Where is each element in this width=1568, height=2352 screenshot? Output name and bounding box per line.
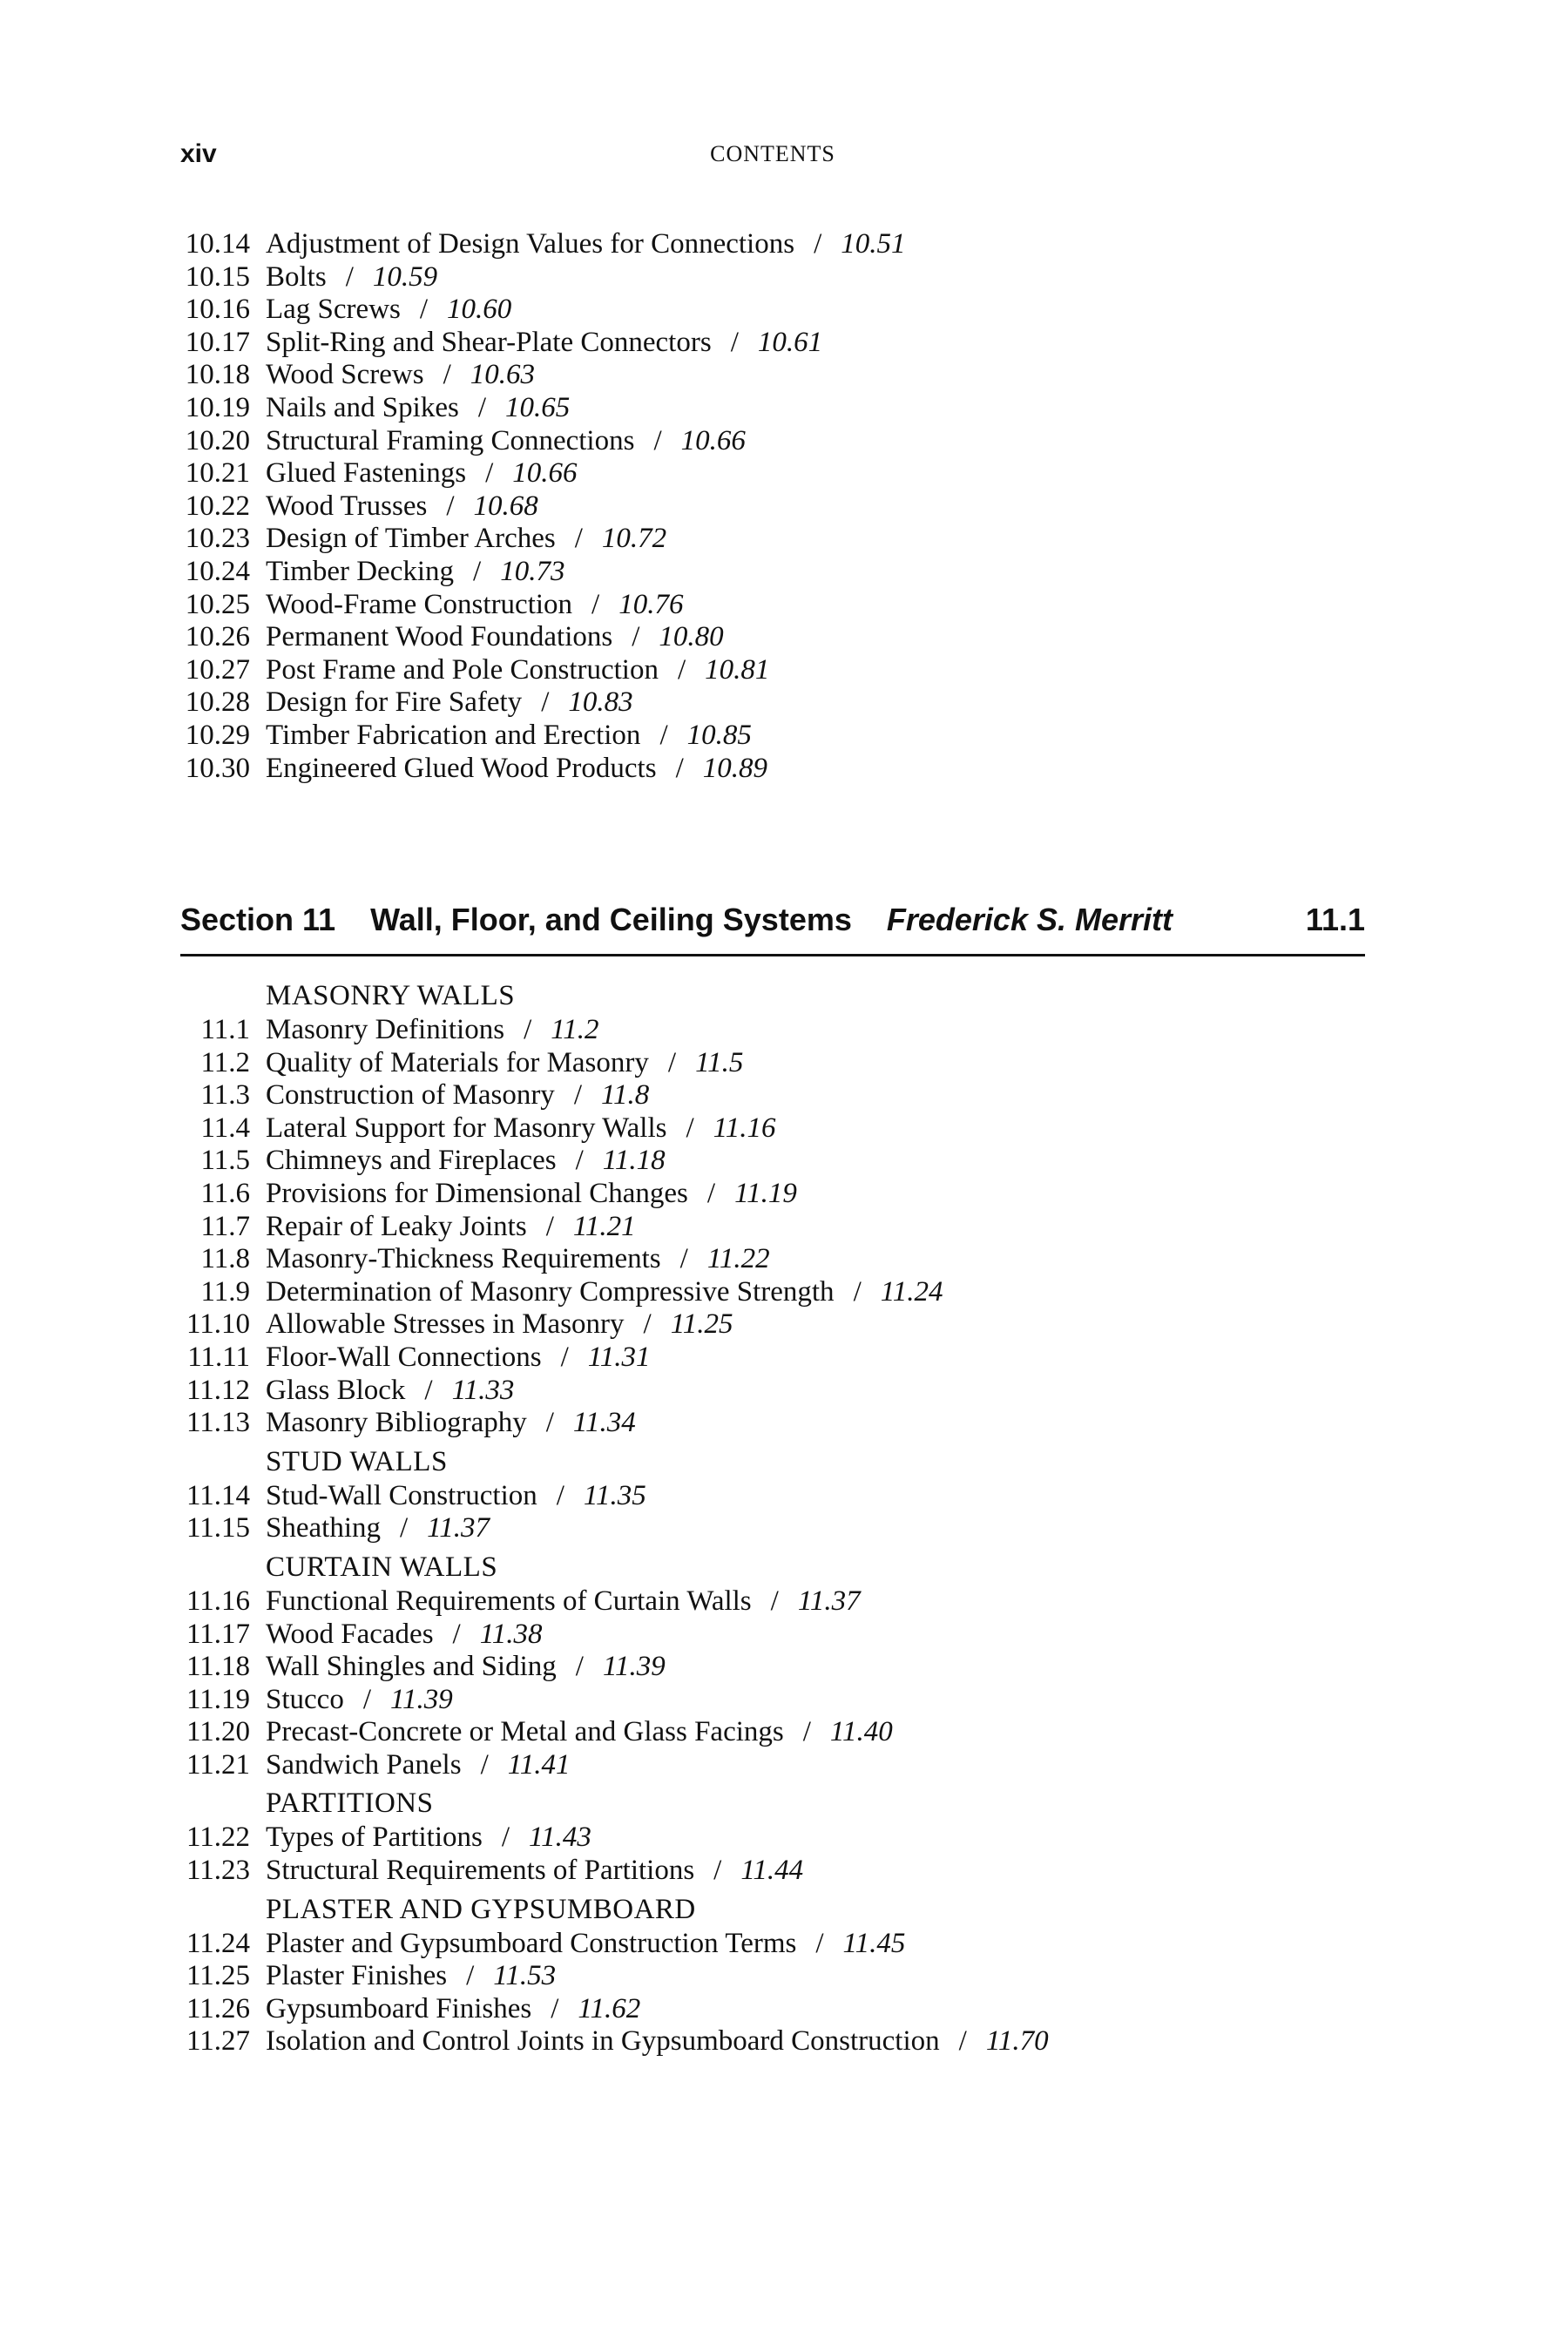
entry-number: 11.5: [200, 1145, 250, 1177]
entry-page: 11.25: [670, 1308, 733, 1341]
entry-number: 11.24: [186, 1927, 250, 1959]
entry-number: 11.27: [186, 2025, 250, 2058]
entry-title: Timber Fabrication and Erection: [266, 719, 641, 751]
entry-page: 10.76: [618, 588, 684, 620]
entry-title: Repair of Leaky Joints: [266, 1210, 527, 1242]
entry-number: 10.26: [185, 621, 250, 653]
entry-number: 11.20: [186, 1716, 250, 1748]
entry-separator: /: [480, 1748, 489, 1781]
entry-separator: /: [591, 588, 600, 620]
entry-title: Lateral Support for Masonry Walls: [266, 1112, 667, 1144]
toc-entry: [180, 1684, 1365, 1717]
toc-entry: [180, 589, 1365, 622]
entry-separator: /: [653, 424, 662, 456]
entry-title: Glass Block: [266, 1374, 406, 1406]
toc-entry: [180, 1928, 1365, 1961]
entry-separator: /: [362, 1683, 371, 1715]
entry-number: 11.6: [200, 1177, 250, 1209]
entry-number: 11.18: [186, 1651, 250, 1683]
toc-list: [180, 1014, 1365, 1440]
entry-title: Gypsumboard Finishes: [266, 1992, 532, 2024]
entry-number: 11.8: [200, 1243, 250, 1275]
entry-title: Sheathing: [266, 1512, 381, 1544]
entry-page: 10.51: [841, 228, 906, 260]
entry-title: Stud-Wall Construction: [266, 1479, 537, 1511]
subhead-curtain-walls: CURTAIN WALLS: [266, 1551, 498, 1583]
toc-section-10-continued: [180, 228, 1365, 785]
entry-number: 10.29: [185, 719, 250, 751]
entry-title: Plaster and Gypsumboard Construction Terms: [266, 1927, 797, 1959]
running-title: CONTENTS: [710, 141, 835, 166]
toc-entry: [180, 2025, 1365, 2058]
entry-page: 10.66: [512, 457, 578, 490]
entry-separator: /: [573, 1079, 582, 1112]
toc-entry: [180, 1855, 1365, 1888]
entry-number: 10.23: [185, 523, 250, 555]
toc-entry: [180, 1512, 1365, 1545]
toc-list: [180, 1480, 1365, 1545]
toc-section-11: [180, 974, 1365, 2058]
entry-separator: /: [424, 1374, 433, 1406]
entry-number: 10.22: [185, 490, 250, 522]
toc-list: [180, 1928, 1365, 2058]
entry-number: 10.16: [185, 294, 250, 326]
entry-separator: /: [575, 1651, 584, 1683]
entry-separator: /: [659, 719, 668, 751]
entry-number: 11.15: [186, 1512, 250, 1544]
entry-title: Determination of Masonry Compressive Strength: [266, 1275, 835, 1308]
entry-page: 10.60: [447, 294, 512, 326]
toc-entry: [180, 1047, 1365, 1080]
entry-separator: /: [545, 1210, 554, 1242]
entry-number: 11.26: [186, 1992, 250, 2024]
entry-title: Permanent Wood Foundations: [266, 621, 613, 653]
toc-entry: [180, 425, 1365, 458]
toc-entry: [180, 1749, 1365, 1782]
entry-number: 10.21: [185, 457, 250, 490]
entry-title: Masonry Definitions: [266, 1014, 505, 1045]
entry-page: 10.61: [757, 326, 823, 358]
entry-title: Floor-Wall Connections: [266, 1341, 542, 1373]
entry-page: 10.83: [568, 686, 633, 719]
entry-number: 11.13: [186, 1407, 250, 1439]
page-header: [180, 139, 1365, 174]
entry-page: 11.34: [572, 1407, 636, 1439]
toc-entry: [180, 1145, 1365, 1178]
section-title: Wall, Floor, and Ceiling Systems: [370, 902, 852, 937]
entry-number: 11.3: [200, 1079, 250, 1112]
entry-number: 10.24: [185, 555, 250, 587]
entry-number: 11.14: [186, 1479, 250, 1511]
entry-title: Types of Partitions: [266, 1821, 483, 1854]
toc-entry: [180, 1308, 1365, 1342]
entry-title: Wood-Frame Construction: [266, 588, 573, 620]
subhead-plaster-gypsumboard: PLASTER AND GYPSUMBOARD: [266, 1893, 696, 1925]
entry-title: Stucco: [266, 1683, 344, 1715]
toc-entry: [180, 490, 1365, 524]
entry-title: Construction of Masonry: [266, 1079, 555, 1112]
entry-number: 10.28: [185, 686, 250, 719]
entry-separator: /: [446, 490, 455, 522]
entry-number: 10.17: [185, 326, 250, 358]
entry-number: 10.15: [185, 260, 250, 293]
entry-page: 11.2: [551, 1014, 599, 1045]
toc-entry: [180, 1716, 1365, 1749]
toc-entry: [180, 1619, 1365, 1652]
entry-separator: /: [524, 1014, 532, 1045]
entry-number: 11.11: [187, 1341, 250, 1373]
entry-number: 11.2: [200, 1046, 250, 1078]
entry-page: 11.44: [740, 1855, 804, 1887]
entry-number: 11.1: [200, 1014, 250, 1045]
entry-page: 11.31: [587, 1341, 651, 1373]
entry-page: 10.73: [500, 555, 565, 587]
entry-title: Sandwich Panels: [266, 1748, 462, 1781]
toc-entry: [180, 1243, 1365, 1276]
entry-title: Isolation and Control Joints in Gypsumboard Construction: [266, 2025, 940, 2058]
entry-separator: /: [802, 1716, 811, 1748]
entry-separator: /: [485, 457, 494, 490]
entry-separator: /: [545, 1407, 554, 1439]
entry-separator: /: [677, 653, 686, 686]
entry-separator: /: [853, 1275, 862, 1308]
toc-entry: [180, 1211, 1365, 1244]
entry-page: 11.33: [451, 1374, 515, 1406]
entry-title: Masonry Bibliography: [266, 1407, 527, 1439]
entry-page: 11.70: [985, 2025, 1049, 2058]
toc-entry: [180, 359, 1365, 392]
toc-entry: [180, 556, 1365, 589]
entry-separator: /: [477, 391, 486, 423]
entry-title: Structural Framing Connections: [266, 424, 635, 456]
entry-separator: /: [575, 1145, 584, 1177]
toc-entry: [180, 1407, 1365, 1440]
entry-separator: /: [958, 2025, 967, 2058]
entry-title: Split-Ring and Shear-Plate Connectors: [266, 326, 712, 358]
entry-page: 11.62: [578, 1992, 641, 2024]
toc-entry: [180, 1178, 1365, 1211]
toc-entry: [180, 1276, 1365, 1309]
toc-entry: [180, 327, 1365, 360]
toc-entry: [180, 228, 1365, 261]
entry-page: 11.45: [842, 1927, 906, 1959]
entry-title: Bolts: [266, 260, 327, 293]
entry-number: 11.12: [186, 1374, 250, 1406]
entry-page: 10.66: [680, 424, 746, 456]
entry-page: 10.59: [372, 260, 438, 293]
entry-number: 11.10: [186, 1308, 250, 1341]
entry-number: 10.20: [185, 424, 250, 456]
entry-number: 10.18: [185, 359, 250, 391]
entry-separator: /: [466, 1960, 475, 1992]
toc-entry: [180, 1651, 1365, 1684]
entry-page: 11.35: [583, 1479, 646, 1511]
entry-title: Wood Facades: [266, 1618, 434, 1650]
entry-number: 10.14: [185, 228, 250, 260]
entry-title: Allowable Stresses in Masonry: [266, 1308, 625, 1341]
entry-number: 11.4: [200, 1112, 250, 1144]
entry-title: Nails and Spikes: [266, 391, 459, 423]
entry-page: 11.39: [602, 1651, 666, 1683]
entry-number: 11.16: [186, 1585, 250, 1617]
toc-list: [180, 1585, 1365, 1782]
entry-page: 11.40: [829, 1716, 893, 1748]
entry-page: 10.89: [702, 752, 767, 784]
entry-separator: /: [770, 1585, 779, 1617]
entry-page: 11.8: [600, 1079, 650, 1112]
entry-page: 11.39: [390, 1683, 453, 1715]
entry-title: Structural Requirements of Partitions: [266, 1855, 695, 1887]
entry-separator: /: [730, 326, 739, 358]
entry-page: 11.38: [479, 1618, 543, 1650]
toc-entry: [180, 1960, 1365, 1993]
entry-separator: /: [815, 1927, 824, 1959]
entry-page: 10.80: [659, 621, 724, 653]
entry-number: 11.25: [186, 1960, 250, 1992]
entry-separator: /: [632, 621, 640, 653]
entry-page: 10.72: [601, 523, 667, 555]
entry-title: Quality of Materials for Masonry: [266, 1046, 649, 1078]
entry-separator: /: [643, 1308, 652, 1341]
entry-page: 11.21: [572, 1210, 636, 1242]
entry-title: Wall Shingles and Siding: [266, 1651, 557, 1683]
entry-title: Design for Fire Safety: [266, 686, 523, 719]
entry-separator: /: [399, 1512, 409, 1544]
entry-title: Post Frame and Pole Construction: [266, 653, 659, 686]
entry-page: 11.19: [734, 1177, 797, 1209]
entry-page: 11.16: [713, 1112, 776, 1144]
entry-page: 11.43: [529, 1821, 591, 1854]
entry-page: 10.81: [705, 653, 770, 686]
entry-page: 11.18: [602, 1145, 666, 1177]
toc-entry: [180, 1480, 1365, 1513]
entry-separator: /: [667, 1046, 677, 1078]
entry-separator: /: [560, 1341, 569, 1373]
page-folio: xiv: [180, 139, 217, 168]
entry-title: Provisions for Dimensional Changes: [266, 1177, 688, 1209]
toc-entry: [180, 621, 1365, 654]
toc-entry: [180, 294, 1365, 327]
toc-entry: [180, 1585, 1365, 1619]
entry-page: 11.22: [706, 1243, 770, 1275]
entry-separator: /: [713, 1855, 722, 1887]
toc-entry: [180, 654, 1365, 687]
section-heading: [180, 902, 1365, 956]
toc-entry: [180, 1375, 1365, 1408]
entry-title: Timber Decking: [266, 555, 455, 587]
toc-entry: [180, 720, 1365, 753]
entry-number: 11.22: [186, 1821, 250, 1854]
entry-number: 10.27: [185, 653, 250, 686]
entry-number: 11.19: [186, 1683, 250, 1715]
section-label: Section 11: [180, 902, 336, 937]
entry-page: 11.41: [507, 1748, 571, 1781]
toc-entry: [180, 1079, 1365, 1112]
entry-title: Lag Screws: [266, 294, 401, 326]
entry-separator: /: [574, 523, 583, 555]
entry-title: Wood Screws: [266, 359, 424, 391]
toc-entry: [180, 1821, 1365, 1855]
toc-entry: [180, 1342, 1365, 1375]
entry-number: 10.19: [185, 391, 250, 423]
entry-separator: /: [706, 1177, 716, 1209]
toc-entry: [180, 1112, 1365, 1146]
subhead-partitions: PARTITIONS: [266, 1788, 434, 1820]
entry-separator: /: [501, 1821, 510, 1854]
entry-number: 10.25: [185, 588, 250, 620]
entry-number: 11.9: [200, 1275, 250, 1308]
entry-separator: /: [679, 1243, 688, 1275]
entry-separator: /: [551, 1992, 559, 2024]
entry-title: Masonry-Thickness Requirements: [266, 1243, 661, 1275]
entry-title: Adjustment of Design Values for Connections: [266, 228, 795, 260]
subhead-masonry-walls: MASONRY WALLS: [266, 980, 516, 1011]
entry-number: 11.23: [186, 1855, 250, 1887]
entry-separator: /: [686, 1112, 694, 1144]
entry-number: 11.17: [186, 1618, 250, 1650]
entry-page: 10.85: [686, 719, 752, 751]
toc-entry: [180, 457, 1365, 490]
entry-title: Precast-Concrete or Metal and Glass Facings: [266, 1716, 784, 1748]
section-page: 11.1: [1305, 902, 1365, 937]
entry-number: 10.30: [185, 752, 250, 784]
entry-title: Engineered Glued Wood Products: [266, 752, 657, 784]
entry-page: 11.5: [695, 1046, 744, 1078]
entry-separator: /: [345, 260, 354, 293]
entry-page: 11.37: [797, 1585, 861, 1617]
section-author: Frederick S. Merritt: [886, 902, 1173, 937]
entry-separator: /: [814, 228, 822, 260]
entry-page: 11.37: [427, 1512, 490, 1544]
entry-separator: /: [675, 752, 684, 784]
entry-title: Chimneys and Fireplaces: [266, 1145, 557, 1177]
entry-number: 11.7: [200, 1210, 250, 1242]
entry-number: 11.21: [186, 1748, 250, 1781]
toc-entry: [180, 523, 1365, 556]
toc-entry: [180, 1014, 1365, 1047]
toc-entry: [180, 753, 1365, 786]
subhead-stud-walls: STUD WALLS: [266, 1445, 448, 1477]
toc-entry: [180, 392, 1365, 425]
entry-page: 11.24: [880, 1275, 943, 1308]
entry-title: Glued Fastenings: [266, 457, 467, 490]
entry-separator: /: [541, 686, 550, 719]
entry-separator: /: [556, 1479, 564, 1511]
toc-list: [180, 1821, 1365, 1887]
entry-title: Functional Requirements of Curtain Walls: [266, 1585, 752, 1617]
entry-title: Wood Trusses: [266, 490, 428, 522]
entry-separator: /: [443, 359, 451, 391]
entry-page: 11.53: [493, 1960, 557, 1992]
toc-list: [180, 228, 1365, 785]
entry-page: 10.68: [473, 490, 538, 522]
toc-entry: [180, 261, 1365, 294]
entry-title: Plaster Finishes: [266, 1960, 448, 1992]
entry-separator: /: [452, 1618, 461, 1650]
entry-separator: /: [419, 294, 429, 326]
entry-page: 10.65: [505, 391, 571, 423]
entry-page: 10.63: [470, 359, 535, 391]
toc-entry: [180, 686, 1365, 720]
entry-title: Design of Timber Arches: [266, 523, 556, 555]
entry-separator: /: [473, 555, 482, 587]
toc-entry: [180, 1993, 1365, 2026]
